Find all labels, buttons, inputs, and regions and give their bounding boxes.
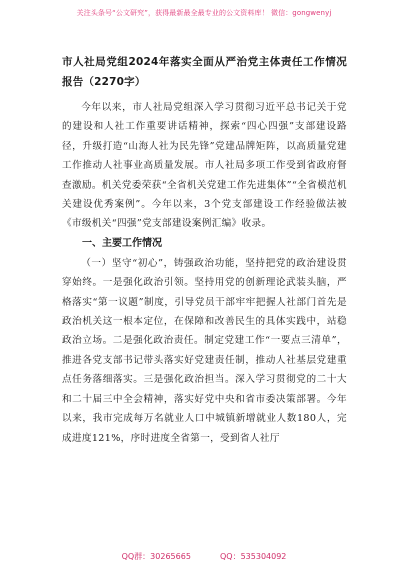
section-heading: 一、主要工作情况 [82,237,162,249]
contact-footer [0,551,408,562]
qq-group-number: QQ群：30265665 [121,552,191,561]
document-title: 市人社局党组2024年落实全面从严治党主体责任工作情况报告（2270字） [62,56,347,88]
promo-banner: 关注头条号“公文研究”，获得最新最全最专业的公文资料库！ 微信：gongwenyj [76,9,332,17]
paragraph-intro: 今年以来，市人社局党组深入学习贯彻习近平总书记关于党的建设和人社工作重要讲话精神，探索“四心四强”支部建设路径，升级打造“山海人社为民先锋”党建品牌矩阵，以高质量党建工作推动人社事业高质量发展。市人社局多项工作受到省政府督查激励。机关党委荣获“全省机关党建工作先进集体”“全省模范机关建设优秀案例”。今年以来，3个党支部建设工作经验做法被《市级机关“四强”党支部建设案例汇编》收录。 [62,102,347,230]
qq-number: QQ：535304092 [220,552,287,561]
document-body [62,52,347,448]
paragraph-section-1: （一）坚守“初心”，铸强政治功能，坚持把党的政治建设贯穿始终。一是强化政治引领。坚持用党的创新理论武装头脑，严格落实“第一议题”制度，引导党员干部牢牢把握人社部门首先是政治机关这一根本定位，在保障和改善民生的具体实践中，站稳政治立场。二是强化政治责任。制定党建工作“一要点三清单”，推进各党支部书记带头落实好党建责任制，推动人社基层党建重点任务落细落实。三是强化政治担当。深入学习贯彻党的二十大和二十届三中全会精神，落实好党中央和省市委决策部署。今年以来，我市完成每万名就业人口中城镇新增就业人数180人，完成进度121%，序时进度全省第一，受到省人社厅 [62,257,347,444]
